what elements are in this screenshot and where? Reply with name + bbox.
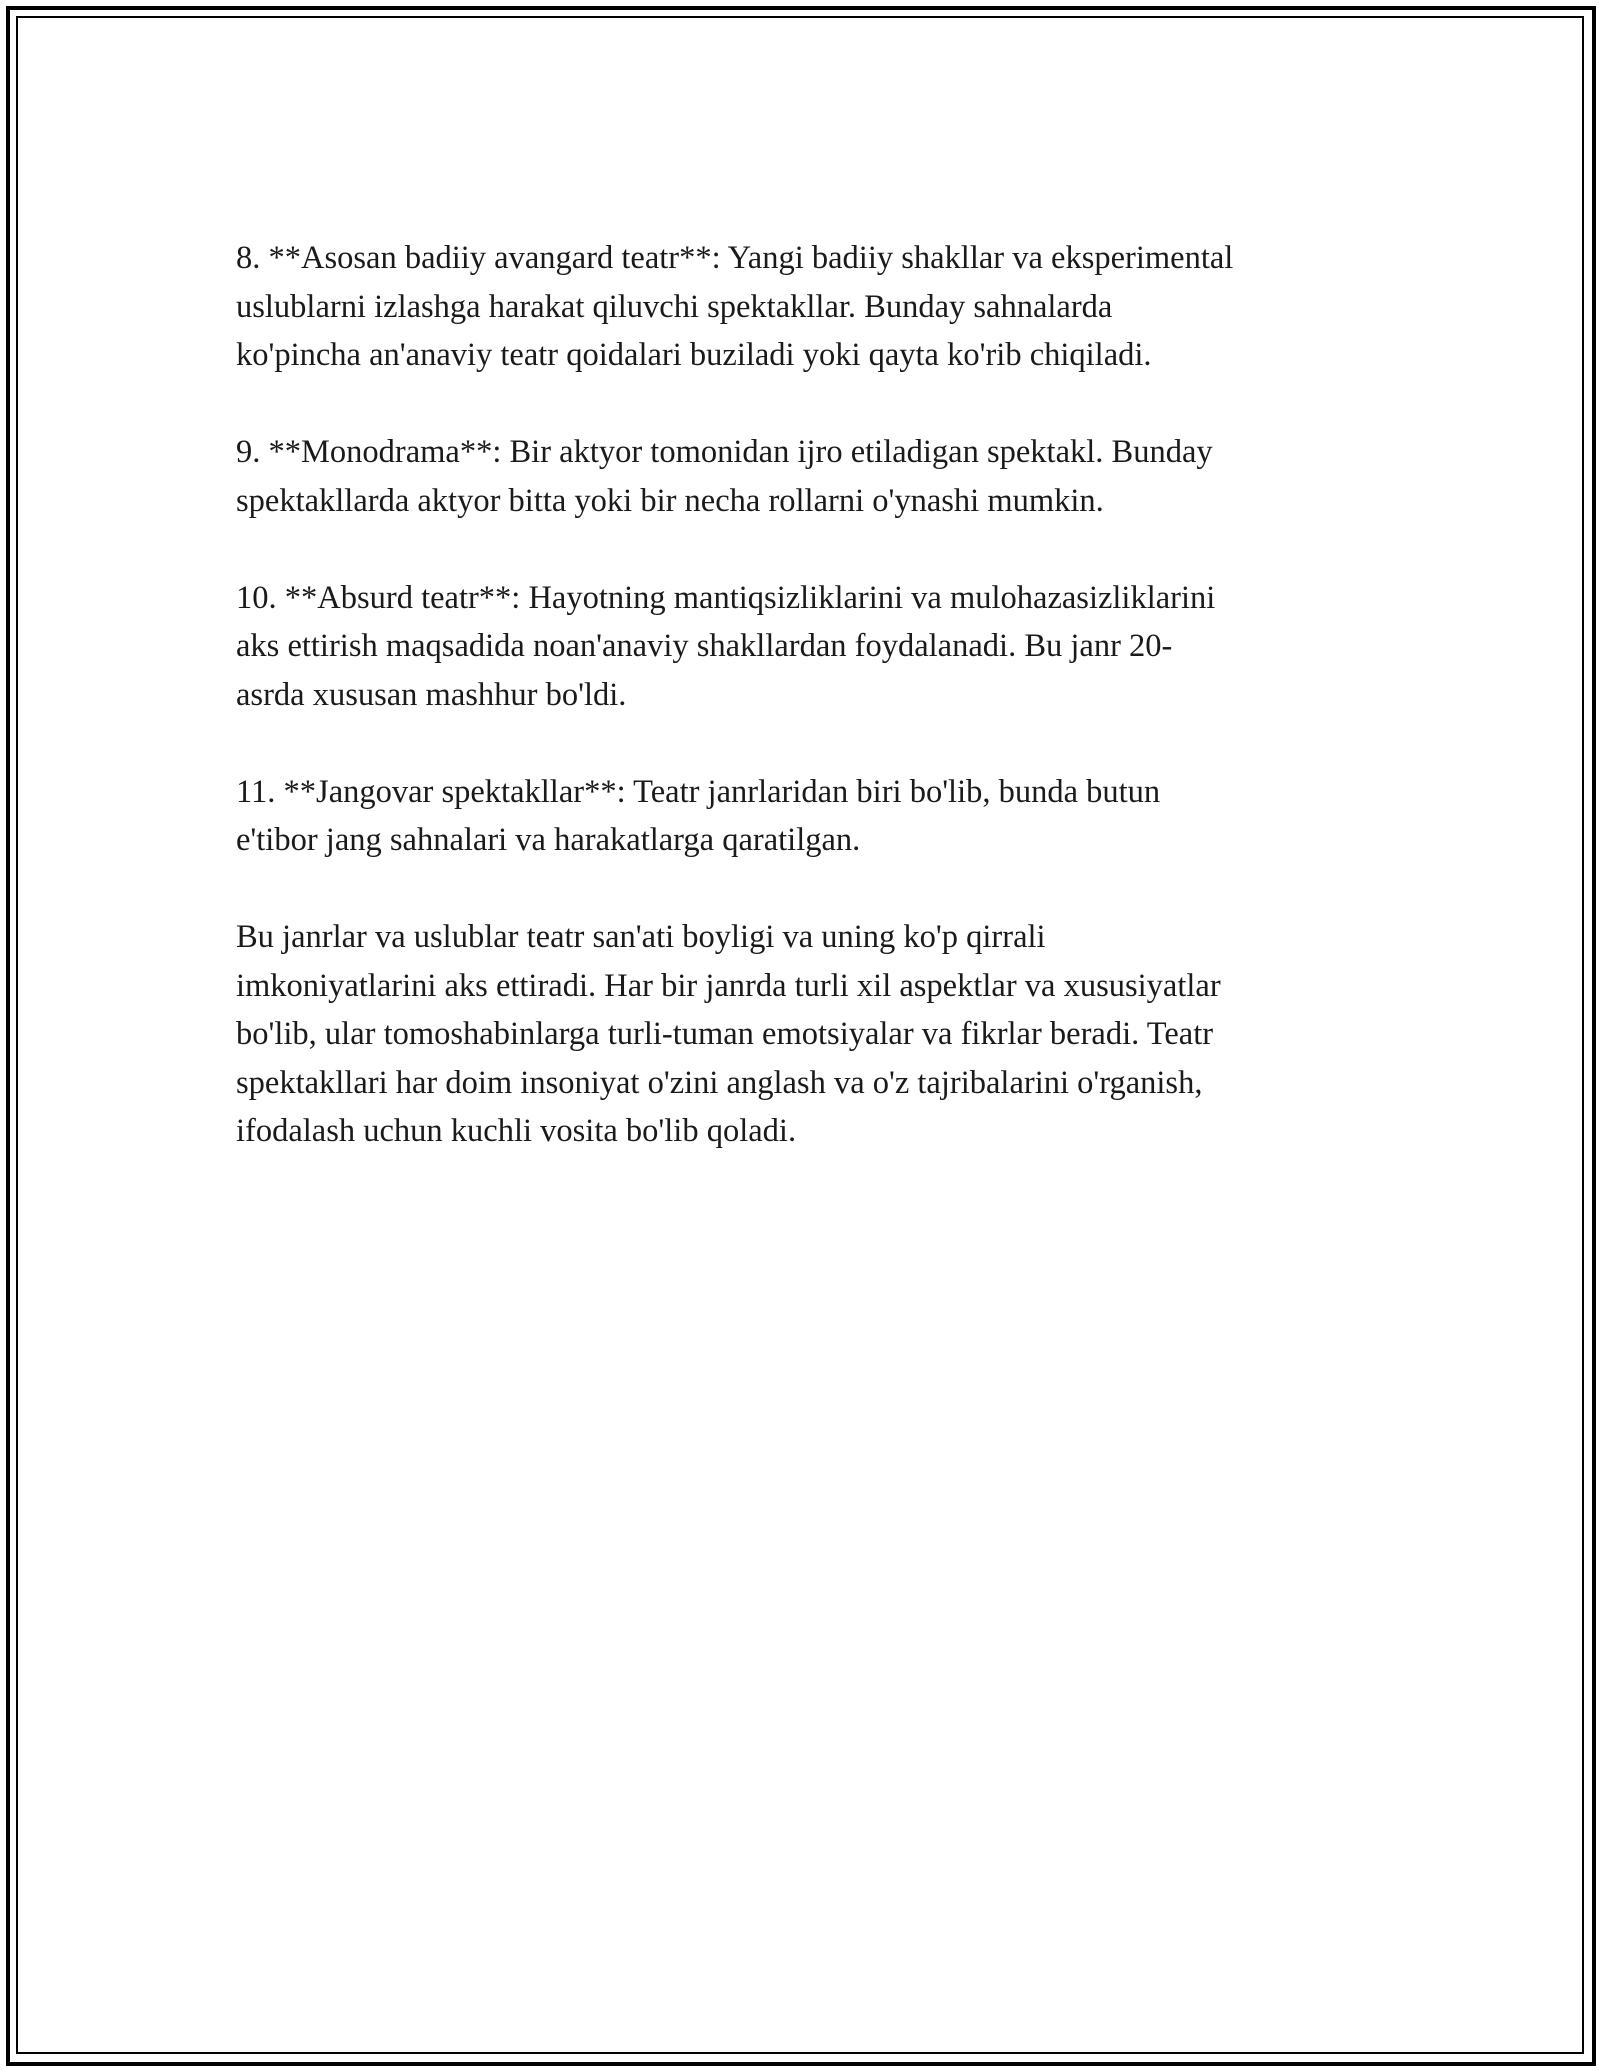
- paragraph-conclusion: [236, 913, 1376, 1156]
- text-line: bo'lib, ular tomoshabinlarga turli-tuman emotsiyalar va fikrlar beradi. Teatr: [236, 1016, 1214, 1052]
- text-line: e'tibor jang sahnalari va harakatlarga qaratilgan.: [236, 822, 861, 858]
- text-line: imkoniyatlarini aks ettiradi. Har bir janrda turli xil aspektlar va xususiyatlar: [236, 967, 1221, 1004]
- paragraph-item-9: [236, 428, 1376, 525]
- paragraph-item-8: [236, 234, 1376, 380]
- text-line: ifodalash uchun kuchli vosita bo'lib qoladi.: [236, 1113, 797, 1149]
- text-line: uslublarni izlashga harakat qiluvchi spektakllar. Bunday sahnalarda: [236, 288, 1113, 325]
- text-line: 8. **Asosan badiiy avangard teatr**: Yangi badiiy shakllar va eksperimental: [236, 240, 1234, 276]
- text-line: ko'pincha an'anaviy teatr qoidalari buziladi yoki qayta ko'rib chiqiladi.: [236, 337, 1152, 373]
- paragraph-item-11: [236, 768, 1376, 865]
- text-line: 9. **Monodrama**: Bir aktyor tomonidan ijro etiladigan spektakl. Bunday: [236, 434, 1213, 470]
- document-body: [236, 234, 1376, 1204]
- text-line: spektakllarda aktyor bitta yoki bir necha rollarni o'ynashi mumkin.: [236, 482, 1104, 519]
- text-line: aks ettirish maqsadida noan'anaviy shakllardan foydalanadi. Bu janr 20-: [236, 628, 1173, 664]
- paragraph-item-10: [236, 574, 1376, 720]
- text-line: spektakllari har doim insoniyat o'zini anglash va o'z tajribalarini o'rganish,: [236, 1064, 1203, 1101]
- text-line: asrda xususan mashhur bo'ldi.: [236, 676, 627, 713]
- text-line: Bu janrlar va uslublar teatr san'ati boyligi va uning ko'p qirrali: [236, 919, 1046, 955]
- text-line: 10. **Absurd teatr**: Hayotning mantiqsizliklarini va mulohazasizliklarini: [236, 579, 1216, 616]
- text-line: 11. **Jangovar spektakllar**: Teatr janrlaridan biri bo'lib, bunda butun: [236, 773, 1161, 810]
